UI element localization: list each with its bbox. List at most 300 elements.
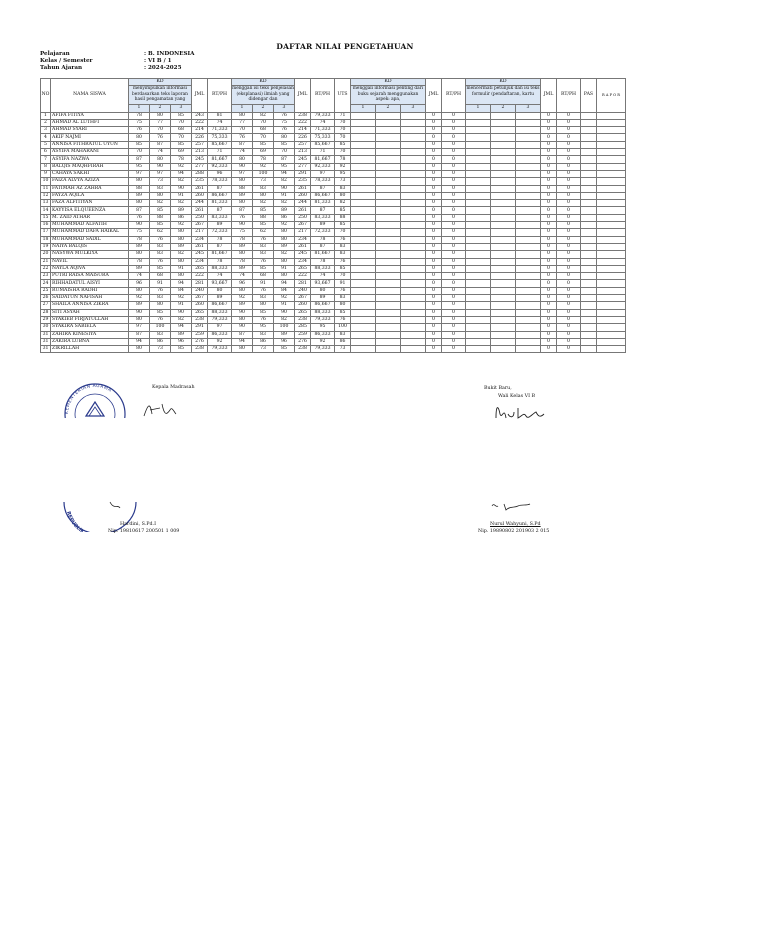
table-cell: ZIKRILLAH [51,346,129,353]
table-cell: 234 [192,258,208,265]
table-cell: 74 [311,119,335,126]
table-cell: 88,333 [208,265,232,272]
table-cell [401,127,426,134]
table-cell [376,192,401,199]
table-cell [401,178,426,185]
table-cell: 85 [253,222,274,229]
table-cell: 265 [192,265,208,272]
table-cell: 0 [426,163,442,170]
table-cell [401,324,426,331]
table-cell [401,170,426,177]
table-cell [491,119,516,126]
table-cell: 0 [557,324,581,331]
table-cell: 88,333 [208,309,232,316]
table-cell: 74 [232,273,253,280]
table-cell: 87 [129,331,150,338]
table-cell: 94 [171,170,192,177]
table-cell [491,112,516,119]
table-cell: 0 [557,316,581,323]
table-cell: 91 [274,192,295,199]
table-cell: 76 [335,287,351,294]
table-cell [491,316,516,323]
table-cell: 240 [295,287,311,294]
table-cell [466,112,491,119]
table-cell: 95 [274,163,295,170]
table-cell: 80 [253,302,274,309]
table-cell: 89 [311,222,335,229]
table-cell [401,222,426,229]
table-cell: 261 [295,207,311,214]
table-cell: 88 [232,185,253,192]
table-cell: 213 [192,149,208,156]
table-cell: 81,333 [311,200,335,207]
table-cell [581,112,597,119]
table-cell: FATIMAH AZ ZAHRA [51,185,129,192]
table-cell: 87 [150,141,171,148]
grade-table [40,78,626,353]
table-cell: 85 [253,309,274,316]
table-cell: 79,333 [311,346,335,353]
table-cell: 85 [171,346,192,353]
table-row [41,251,626,258]
table-cell: 80 [171,258,192,265]
table-cell: 71 [335,112,351,119]
sub-number: 1 [466,105,491,112]
table-cell [516,134,541,141]
table-cell: 267 [295,222,311,229]
table-cell: 0 [426,273,442,280]
table-cell: 12 [41,192,51,199]
table-cell: 0 [557,156,581,163]
table-cell: 83 [253,295,274,302]
table-cell: 93,667 [208,280,232,287]
table-cell [581,200,597,207]
table-row [41,222,626,229]
table-cell: 0 [541,251,557,258]
table-cell [376,309,401,316]
table-cell: 91 [253,280,274,287]
table-cell: 76 [253,258,274,265]
table-row [41,134,626,141]
table-cell: 0 [426,229,442,236]
table-cell: 80 [274,229,295,236]
table-cell: 87 [311,185,335,192]
table-cell: 80 [232,156,253,163]
table-cell: 88 [129,185,150,192]
table-cell: 8 [41,163,51,170]
table-cell [597,127,626,134]
table-cell: 92 [274,295,295,302]
table-cell: 82 [253,200,274,207]
table-row [41,338,626,345]
table-cell: 89 [208,222,232,229]
table-cell: 80 [274,273,295,280]
table-cell: 94 [232,338,253,345]
table-cell [466,119,491,126]
table-cell: 80 [129,316,150,323]
table-cell [401,265,426,272]
table-cell [466,127,491,134]
table-cell: 92 [232,295,253,302]
table-cell: 89 [232,302,253,309]
table-cell: BALQIS MAQHFIRAH [51,163,129,170]
table-cell [581,338,597,345]
kd-description: menggali isi teks penjelasan (eksplanasi) ilmiah yang didengar dan [232,86,295,105]
table-cell: 0 [426,207,442,214]
table-cell: SHAILA ANNISA ZIKRA [51,302,129,309]
table-cell: 0 [442,207,466,214]
table-row [41,156,626,163]
table-cell: 76 [150,287,171,294]
table-cell: 74 [311,273,335,280]
table-cell: 0 [442,156,466,163]
table-cell: 0 [557,331,581,338]
table-cell [351,222,376,229]
table-cell: 89 [232,243,253,250]
table-cell: 70 [274,149,295,156]
table-cell [597,265,626,272]
table-cell: ANNISA FITHRATUL UYUN [51,141,129,148]
table-cell [516,222,541,229]
table-cell: 76 [232,134,253,141]
table-cell [401,134,426,141]
table-cell: 0 [541,207,557,214]
table-cell: 80 [335,302,351,309]
table-cell: 281 [295,280,311,287]
table-cell [581,316,597,323]
table-cell [581,222,597,229]
table-cell [351,309,376,316]
table-cell [491,338,516,345]
table-cell: 0 [442,265,466,272]
table-cell: NAYLA AQIVA [51,265,129,272]
table-cell: 0 [541,324,557,331]
table-cell: 0 [426,338,442,345]
table-cell [466,192,491,199]
table-cell: 0 [557,243,581,250]
table-cell: 79,333 [311,112,335,119]
table-cell: ASYIFA NAZWA [51,156,129,163]
table-cell [401,302,426,309]
sub-number: 1 [232,105,253,112]
table-cell: 277 [295,163,311,170]
table-cell [376,302,401,309]
table-cell [581,185,597,192]
signature-left-top [140,398,180,420]
table-cell: 0 [426,331,442,338]
table-cell [581,141,597,148]
table-cell: 222 [192,273,208,280]
table-cell: 87 [232,331,253,338]
stamp-seal-top [60,378,130,418]
table-row [41,207,626,214]
table-cell: 89 [129,302,150,309]
table-cell [351,119,376,126]
table-cell: 97 [232,170,253,177]
sub-number: 1 [351,105,376,112]
table-cell: 71 [311,149,335,156]
table-row [41,163,626,170]
table-cell [491,200,516,207]
table-cell [491,156,516,163]
table-cell: 276 [192,338,208,345]
table-cell [466,338,491,345]
table-cell: NAIYA BALQIS [51,243,129,250]
table-cell: 92 [253,163,274,170]
table-cell: 291 [295,170,311,177]
table-cell: 82 [150,200,171,207]
table-cell: 90 [274,309,295,316]
table-cell: RUMAISHA RADHI [51,287,129,294]
table-cell: 0 [557,141,581,148]
table-cell: 0 [426,127,442,134]
table-cell: 78 [208,258,232,265]
table-cell: 70 [335,134,351,141]
table-cell [376,127,401,134]
table-cell: 91 [171,192,192,199]
table-cell: 80 [311,287,335,294]
table-cell: 259 [192,331,208,338]
table-cell: 0 [442,200,466,207]
table-cell: 92,333 [311,163,335,170]
table-cell: 250 [295,214,311,221]
table-cell [401,163,426,170]
table-cell [597,112,626,119]
table-cell [401,141,426,148]
table-cell [351,346,376,353]
table-cell: 260 [295,302,311,309]
table-cell: MUHAMMAD ALFATIH [51,222,129,229]
table-cell [466,214,491,221]
table-cell: 70 [335,127,351,134]
table-cell: 96 [129,280,150,287]
table-cell [401,258,426,265]
table-cell: 91 [150,280,171,287]
table-cell: 0 [541,331,557,338]
table-cell: 83 [253,243,274,250]
table-cell: 214 [192,127,208,134]
col-jml-header: JML [541,79,557,113]
signature-left-caption: Kepala Madrasah [152,385,195,390]
table-cell: 71,333 [311,127,335,134]
table-row [41,316,626,323]
table-cell [516,156,541,163]
table-cell: 90 [171,185,192,192]
table-cell [581,207,597,214]
table-cell: 92 [274,222,295,229]
table-cell [351,324,376,331]
table-cell [401,273,426,280]
table-cell: 267 [192,222,208,229]
table-cell [466,207,491,214]
table-cell: 17 [41,229,51,236]
table-cell [491,287,516,294]
table-cell: 0 [442,185,466,192]
table-cell [516,185,541,192]
table-cell: 73 [150,346,171,353]
table-cell [376,163,401,170]
table-cell: 95 [335,170,351,177]
table-cell: ASYIFA MAHARANI [51,149,129,156]
table-cell: 72,333 [311,229,335,236]
table-cell: 72,333 [208,229,232,236]
table-cell: 74 [129,273,150,280]
table-cell: 250 [192,214,208,221]
table-cell: 0 [426,141,442,148]
table-cell [401,280,426,287]
table-cell: 31 [41,331,51,338]
table-cell: 0 [557,207,581,214]
table-cell: 83,333 [208,214,232,221]
table-cell: 0 [557,170,581,177]
table-cell [401,331,426,338]
table-cell [351,316,376,323]
table-cell: 240 [192,287,208,294]
table-cell: 260 [192,192,208,199]
table-cell [376,200,401,207]
col-no-header: NO [41,79,51,113]
table-cell [376,265,401,272]
table-cell: 235 [295,178,311,185]
table-cell [376,185,401,192]
table-cell: 28 [41,309,51,316]
table-cell [376,280,401,287]
table-cell: 76 [335,258,351,265]
table-cell: 0 [541,229,557,236]
table-cell: 234 [295,236,311,243]
table-cell: 85 [150,265,171,272]
table-cell: 0 [442,214,466,221]
table-cell: 80 [232,316,253,323]
table-cell [516,127,541,134]
table-row [41,170,626,177]
table-cell [401,185,426,192]
table-cell: 89 [274,207,295,214]
table-cell [516,331,541,338]
table-cell [581,214,597,221]
table-cell [516,287,541,294]
table-cell: 0 [426,287,442,294]
table-cell: 281 [192,280,208,287]
table-cell: 83 [253,251,274,258]
table-cell: 85 [335,309,351,316]
table-cell: 265 [295,265,311,272]
table-cell: 76 [150,258,171,265]
table-cell [376,258,401,265]
table-cell [491,214,516,221]
table-cell: 78 [253,156,274,163]
table-cell: 0 [442,229,466,236]
table-cell [516,207,541,214]
table-cell: 15 [41,214,51,221]
table-cell: 80 [150,192,171,199]
table-cell: PUTRI RAISA MAISURA [51,273,129,280]
table-cell: 82 [171,200,192,207]
table-cell [351,229,376,236]
table-cell: 0 [426,243,442,250]
table-cell [597,258,626,265]
table-row [41,127,626,134]
table-cell [581,273,597,280]
table-cell [581,287,597,294]
table-cell: 0 [541,309,557,316]
table-cell: 2 [41,119,51,126]
table-cell: 0 [426,346,442,353]
table-cell: 0 [541,119,557,126]
table-cell: 86,667 [208,192,232,199]
table-cell: 0 [557,295,581,302]
table-cell: 91 [171,265,192,272]
table-cell [597,309,626,316]
table-cell: 0 [557,163,581,170]
table-cell: 88 [335,214,351,221]
signature-right-block [484,385,535,401]
table-cell: 257 [192,141,208,148]
table-cell [376,338,401,345]
table-cell: 85 [335,265,351,272]
table-cell: 78,333 [208,178,232,185]
col-uts-header: UTS [335,79,351,113]
table-cell [491,331,516,338]
table-cell: 80 [150,156,171,163]
table-cell [351,207,376,214]
table-cell: 0 [541,258,557,265]
table-row [41,287,626,294]
table-cell: 70 [129,149,150,156]
table-cell: 100 [150,324,171,331]
table-cell: 245 [192,156,208,163]
table-cell: 87 [129,156,150,163]
table-cell: 0 [442,243,466,250]
table-cell: 92 [129,295,150,302]
table-cell [351,200,376,207]
table-cell: 87 [232,207,253,214]
table-cell [351,192,376,199]
table-cell: 0 [442,192,466,199]
table-cell: 85 [150,309,171,316]
table-cell [516,229,541,236]
table-cell: 80 [232,251,253,258]
table-cell: 88,333 [311,265,335,272]
table-cell: 76 [335,316,351,323]
signature-right-identity [478,521,549,535]
table-cell: 95 [311,324,335,331]
table-cell: 89 [171,243,192,250]
meta-row: Pelajaran : B. INDONESIA [40,51,195,57]
table-cell: 77 [150,119,171,126]
table-cell [466,316,491,323]
table-cell: 100 [253,170,274,177]
table-cell: KAYYISA ELQUEENZA [51,207,129,214]
table-cell: 78 [311,236,335,243]
table-cell [491,222,516,229]
table-cell [376,141,401,148]
table-cell: 0 [442,273,466,280]
sub-number: 3 [171,105,192,112]
table-cell [581,134,597,141]
table-cell: 80 [232,200,253,207]
table-cell: 85,667 [311,141,335,148]
table-row [41,295,626,302]
table-cell: 276 [295,338,311,345]
table-cell [516,192,541,199]
table-cell: 80 [208,287,232,294]
table-cell [581,236,597,243]
table-cell: 0 [557,127,581,134]
table-row [41,229,626,236]
table-cell: 0 [557,192,581,199]
table-cell: 82 [171,251,192,258]
